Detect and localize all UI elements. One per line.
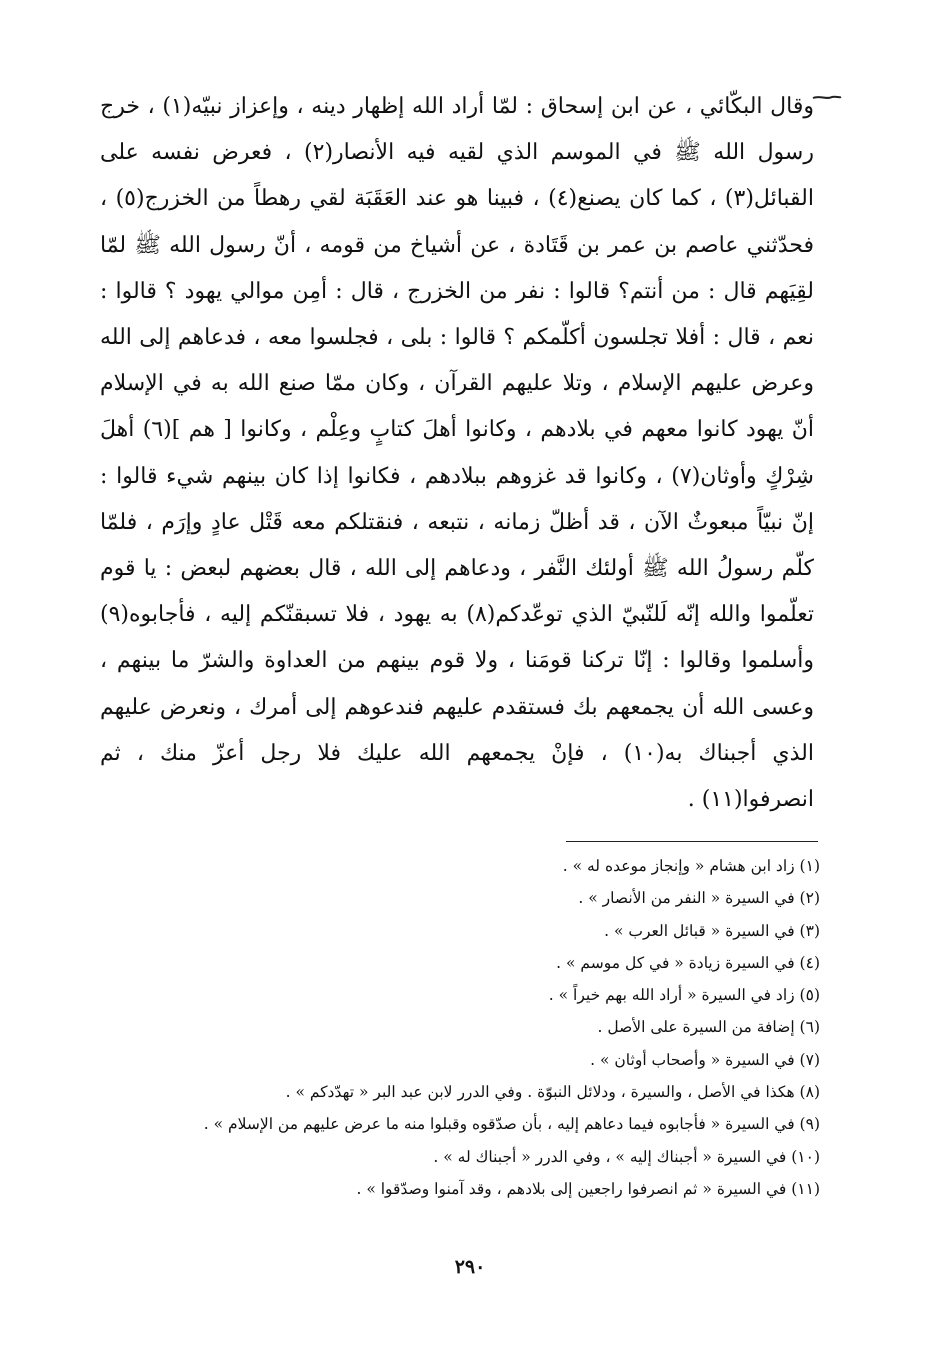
footnote-item: (٧) في السيرة « وأصحاب أوثان » . (590, 1050, 820, 1069)
footnote-separator (566, 841, 818, 842)
footnote-item: (٩) في السيرة « فأجابوه فيما دعاهم إليه ، بأن صدّقوه وقبلوا منه ما عرض عليهم من الإسلام » . (203, 1115, 820, 1134)
page-number: ٢٩٠ (454, 1256, 486, 1278)
footnote-item: (٥) زاد في السيرة « أراد الله بهم خيراً » . (548, 986, 820, 1005)
footnote-item: (٢) في السيرة « النفر من الأنصار » . (578, 889, 820, 908)
footnote-item: (٦) إضافة من السيرة على الأصل . (597, 1018, 820, 1037)
footnote-item: (١٠) في السيرة « أجبناك إليه » ، وفي الدرر « أجبناك له » . (433, 1147, 820, 1166)
footnote-item: (١) زاد ابن هشام « وإنجاز موعده له » . (562, 857, 820, 875)
footnote-list (120, 850, 820, 1205)
main-paragraph: وقال البكّائي ، عن ابن إسحاق : لمّا أراد الله إظهار دينه ، وإعزاز نبيّه(١) ، خرج رسول الله ﷺ في الموسم الذي لقيه فيه الأنصار(٢) ، فعرض نفسه على القبائل(٣) ، كما كان يصنع(٤) ، فبينا هو عند العَقَبَة لقي رهطاً من الخزرج(٥) ، فحدّثني عاصم بن عمر بن قَتَادة ، عن أشياخ من قومه ، أنّ رسول الله ﷺ لمّا لقِيَهم قال : من أنتم؟ قالوا : نفر من الخزرج ، قال : أمِن موالي يهود ؟ قالوا : نعم ، قال : أفلا تجلسون أكلّمكم ؟ قالوا : بلى ، فجلسوا معه ، فدعاهم إلى الله وعرض عليهم الإسلام ، وتلا عليهم القرآن ، وكان ممّا صنع الله به في الإسلام أنّ يهود كانوا معهم في بلادهم ، وكانوا أهلَ كتابٍ وعِلْم ، وكانوا [ هم ](٦) أهلَ شِرْكٍ وأوثان(٧) ، وكانوا قد غزوهم ببلادهم ، فكانوا إذا كان بينهم شيء قالوا : إنّ نبيّاً مبعوثٌ الآن ، قد أظلّ زمانه ، نتبعه ، فنقتلكم معه قَتْل عادٍ وإرَم ، فلمّا كلّم رسولُ الله ﷺ أولئك النَّفر ، ودعاهم إلى الله ، قال بعضهم لبعض : يا قوم تعلّموا والله إنّه لَلنّبيّ الذي توعّدكم(٨) به يهود ، فلا تسبقنّكم إليه ، فأجابوه(٩) وأسلموا وقالوا : إنّا تركنا قومَنا ، ولا قوم بينهم من العداوة والشرّ ما بينهم ، وعسى الله أن يجمعهم بك فستقدم عليهم فندعوهم إلى أمرك ، ونعرض عليهم الذي أجبناك به(١٠) ، فإنْ يجمعهم الله عليك فلا رجل أعزّ منك ، ثم انصرفوا(١١) . (100, 94, 815, 813)
footnote-item: (٨) هكذا في الأصل ، والسيرة ، ودلائل النبوّة . وفي الدرر لابن عبد البر « تهدّدكم » . (285, 1083, 820, 1102)
ornament-mark (812, 94, 842, 102)
footnote-item: (١١) في السيرة « ثم انصرفوا راجعين إلى بلادهم ، وقد آمنوا وصدّقوا » . (356, 1179, 820, 1198)
footnote-item: (٤) في السيرة زيادة « في كل موسم » . (556, 953, 820, 972)
footnote-item: (٣) في السيرة « قبائل العرب » . (604, 921, 820, 940)
main-text (100, 84, 814, 823)
